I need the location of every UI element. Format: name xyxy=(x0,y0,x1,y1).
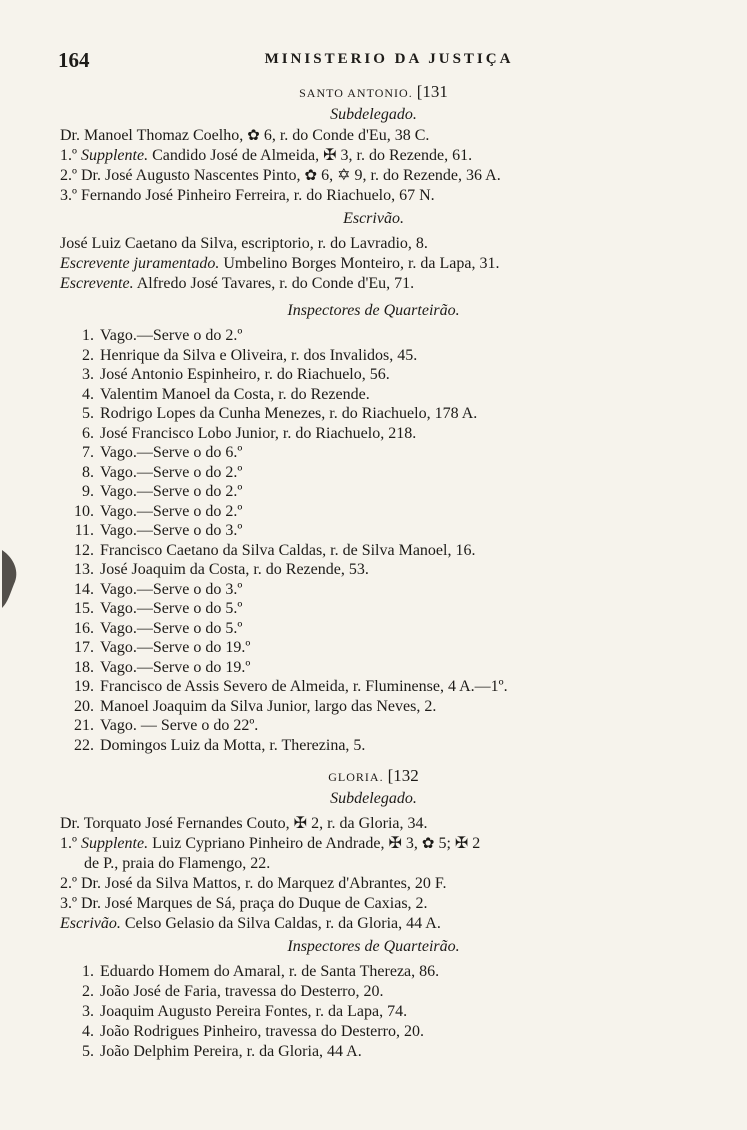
inspector-row xyxy=(60,580,700,600)
inspector-text: Vago. — Serve o do 22º. xyxy=(100,717,259,734)
inspector-number: 5. xyxy=(82,405,94,422)
inspector-number: 1. xyxy=(82,963,94,980)
entry-text: Alfredo José Tavares, r. do Conde d'Eu, 71. xyxy=(133,275,415,292)
inspector-text: Vago.—Serve o do 6.º xyxy=(100,444,243,461)
entry-text: de P., praia do Flamengo, 22. xyxy=(84,855,271,872)
entry-text: 1.º xyxy=(60,835,81,852)
inspector-text: Vago.—Serve o do 3.º xyxy=(100,580,243,598)
entry-line xyxy=(60,166,692,186)
inspector-text: Henrique da Silva e Oliveira, r. dos Invalidos, 45. xyxy=(100,346,418,364)
inspector-number: 18. xyxy=(74,658,94,676)
entry-line xyxy=(60,274,692,294)
inspector-row xyxy=(60,346,700,366)
inspector-number: 17. xyxy=(74,639,94,656)
section-ref: [132 xyxy=(387,766,419,785)
inspector-row xyxy=(60,619,700,639)
inspector-row xyxy=(60,385,700,405)
entry-line xyxy=(60,186,692,206)
inspector-number: 4. xyxy=(82,1023,94,1040)
inspector-text: Vago.—Serve o do 5.º xyxy=(100,619,243,637)
inspector-text: Vago.—Serve o do 19.º xyxy=(100,658,251,676)
inspector-text: Rodrigo Lopes da Cunha Menezes, r. do Riachuelo, 178 A. xyxy=(100,405,478,422)
entry-role: Supplente. xyxy=(80,147,149,164)
subdelegado-heading: Subdelegado. xyxy=(330,106,417,123)
inspector-row xyxy=(60,1002,700,1022)
inspector-row xyxy=(60,521,700,541)
inspector-text: Francisco de Assis Severo de Almeida, r. Fluminense, 4 A.—1º. xyxy=(100,678,508,695)
entry-role: Escrivão. xyxy=(60,915,121,932)
section-name: GLORIA. xyxy=(328,770,384,784)
escrivao-heading: Escrivão. xyxy=(343,210,404,227)
inspector-text: José Francisco Lobo Junior, r. do Riachuelo, 218. xyxy=(100,424,417,442)
inspector-text: Vago.—Serve o do 2.º xyxy=(100,502,243,520)
entry-text: Candido José de Almeida, ✠ 3, r. do Rezende, 61. xyxy=(148,147,473,164)
entry-text: 2.º Dr. José da Silva Mattos, r. do Marquez d'Abrantes, 20 F. xyxy=(60,875,447,892)
entry-text: Dr. Manoel Thomaz Coelho, xyxy=(60,127,248,144)
page-header xyxy=(58,48,720,74)
inspector-number: 12. xyxy=(74,541,94,559)
entry-line xyxy=(60,834,692,854)
inspector-text: Eduardo Homem do Amaral, r. de Santa Thereza, 86. xyxy=(100,963,440,980)
page-title: MINISTERIO DA JUSTIÇA xyxy=(264,51,514,67)
entry-text: 1.º xyxy=(60,147,81,164)
inspector-number: 8. xyxy=(82,463,94,481)
inspector-text: João Delphim Pereira, r. da Gloria, 44 A. xyxy=(100,1043,362,1060)
entry-text: Luiz Cypriano Pinheiro de Andrade, ✠ 3, xyxy=(148,835,422,852)
inspector-number: 4. xyxy=(82,385,94,403)
inspector-text: Vago.—Serve o do 19.º xyxy=(100,639,251,656)
entry-line xyxy=(60,894,692,914)
inspector-row xyxy=(60,404,700,424)
entry-line xyxy=(60,874,692,894)
section-ref: [131 xyxy=(416,82,448,101)
inspector-number: 21. xyxy=(74,717,94,734)
inspector-number: 14. xyxy=(74,580,94,598)
entry-text: Umbelino Borges Monteiro, r. da Lapa, 31. xyxy=(219,255,500,272)
inspector-number: 2. xyxy=(82,346,94,364)
inspector-row xyxy=(60,443,700,463)
inspector-number: 19. xyxy=(74,678,94,695)
inspector-row xyxy=(60,541,700,561)
entry-line xyxy=(60,146,692,166)
entry-text: 2.º Dr. José Augusto Nascentes Pinto, xyxy=(60,167,305,184)
entry-text: 6, ✡ 9, r. do Rezende, 36 A. xyxy=(317,167,501,184)
entry-text: 6, r. do Conde d'Eu, 38 C. xyxy=(259,127,430,144)
inspector-row xyxy=(60,560,700,580)
inspector-number: 3. xyxy=(82,1003,94,1020)
inspector-row xyxy=(60,1042,700,1062)
entry-line xyxy=(60,254,692,274)
inspector-number: 10. xyxy=(74,502,94,520)
entry-text: 3.º Fernando José Pinheiro Ferreira, r. do Riachuelo, 67 N. xyxy=(60,187,435,204)
inspector-row xyxy=(60,463,700,483)
inspector-number: 2. xyxy=(82,983,94,1000)
entry-line xyxy=(60,814,692,834)
inspector-number: 5. xyxy=(82,1043,94,1060)
inspector-text: Vago.—Serve o do 2.º xyxy=(100,463,243,481)
inspector-text: Manoel Joaquim da Silva Junior, largo das Neves, 2. xyxy=(100,697,437,715)
entry-text: Dr. Torquato José Fernandes Couto, ✠ 2, r. da Gloria, 34. xyxy=(60,815,428,832)
inspectores-heading: Inspectores de Quarteirão. xyxy=(287,938,460,955)
inspector-row xyxy=(60,1022,700,1042)
section-heading-santo-antonio xyxy=(0,82,747,102)
entry-line xyxy=(60,126,692,146)
inspector-row xyxy=(60,697,700,717)
entry-line xyxy=(60,234,692,254)
inspector-number: 16. xyxy=(74,619,94,637)
order-symbol-icon: ✿ xyxy=(247,128,260,144)
inspector-text: João Rodrigues Pinheiro, travessa do Desterro, 20. xyxy=(100,1023,424,1040)
inspector-text: Valentim Manoel da Costa, r. do Rezende. xyxy=(100,385,370,403)
inspector-number: 11. xyxy=(74,522,94,539)
inspector-number: 9. xyxy=(82,483,94,500)
entry-line xyxy=(60,914,692,934)
page-number: 164 xyxy=(58,48,90,72)
inspector-row xyxy=(60,482,700,502)
entry-text: Celso Gelasio da Silva Caldas, r. da Gloria, 44 A. xyxy=(120,915,441,932)
entry-text: José Luiz Caetano da Silva, escriptorio, r. do Lavradio, 8. xyxy=(60,235,428,252)
inspector-text: José Antonio Espinheiro, r. do Riachuelo, 56. xyxy=(100,366,390,383)
entry-line-continued xyxy=(84,854,716,874)
inspector-row xyxy=(60,638,700,658)
inspector-row xyxy=(60,658,700,678)
inspector-text: João José de Faria, travessa do Desterro, 20. xyxy=(100,983,384,1000)
inspector-text: Francisco Caetano da Silva Caldas, r. de Silva Manoel, 16. xyxy=(100,541,476,559)
inspector-number: 3. xyxy=(82,366,94,383)
inspectores-heading: Inspectores de Quarteirão. xyxy=(287,302,460,319)
section-name: SANTO ANTONIO. xyxy=(299,86,413,100)
inspector-row xyxy=(60,716,700,736)
inspector-number: 1. xyxy=(82,327,94,344)
inspector-number: 20. xyxy=(74,697,94,715)
inspector-row xyxy=(60,424,700,444)
inspector-row xyxy=(60,982,700,1002)
order-symbol-icon: ✿ xyxy=(421,836,435,852)
subdelegado-heading: Subdelegado. xyxy=(330,790,417,807)
order-symbol-icon: ✿ xyxy=(304,168,318,184)
inspector-text: Joaquim Augusto Pereira Fontes, r. da Lapa, 74. xyxy=(100,1003,408,1020)
inspector-row xyxy=(60,365,700,385)
inspector-text: Vago.—Serve o do 3.º xyxy=(100,522,243,539)
inspector-row xyxy=(60,599,700,619)
inspector-number: 6. xyxy=(82,424,94,442)
inspector-row xyxy=(60,736,700,756)
inspector-text: José Joaquim da Costa, r. do Rezende, 53. xyxy=(100,561,369,578)
inspector-text: Vago.—Serve o do 2.º xyxy=(100,483,243,500)
inspector-row xyxy=(60,962,700,982)
inspector-text: Domingos Luiz da Motta, r. Therezina, 5. xyxy=(100,736,366,754)
inspector-number: 15. xyxy=(74,600,94,617)
entry-text: 5; ✠ 2 xyxy=(434,835,481,852)
inspector-number: 7. xyxy=(82,444,94,461)
inspector-text: Vago.—Serve o do 2.º xyxy=(100,327,243,344)
inspector-number: 13. xyxy=(74,561,94,578)
entry-role: Escrevente. xyxy=(60,275,134,292)
entry-role: Supplente. xyxy=(80,835,149,852)
inspector-row xyxy=(60,677,700,697)
inspector-row xyxy=(60,326,700,346)
entry-role: Escrevente juramentado. xyxy=(60,255,220,272)
entry-text: 3.º Dr. José Marques de Sá, praça do Duque de Caxias, 2. xyxy=(60,895,428,912)
inspector-row xyxy=(60,502,700,522)
ink-blot-mark xyxy=(0,548,22,610)
inspector-text: Vago.—Serve o do 5.º xyxy=(100,600,243,617)
section-heading-gloria xyxy=(0,766,747,786)
inspector-number: 22. xyxy=(74,736,94,754)
